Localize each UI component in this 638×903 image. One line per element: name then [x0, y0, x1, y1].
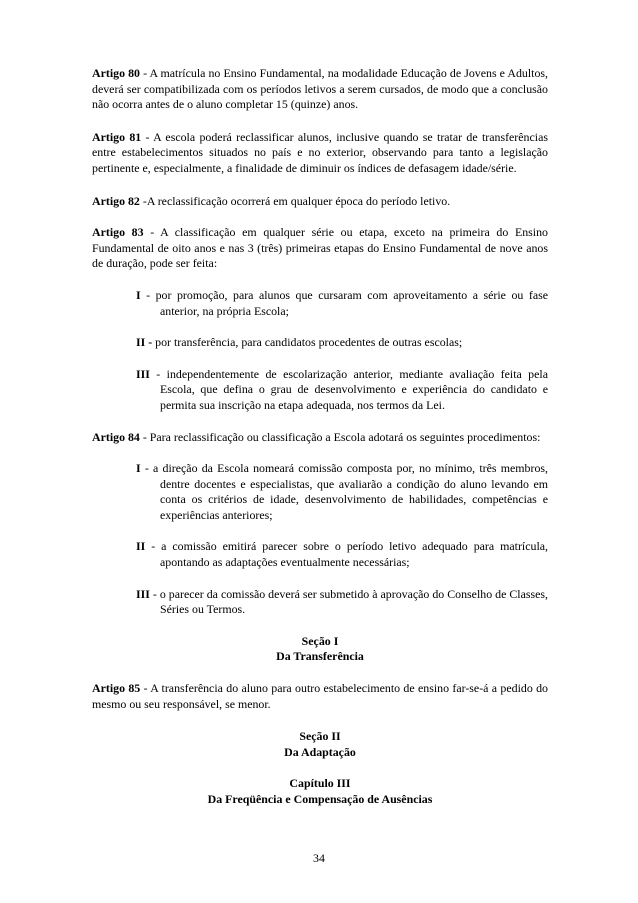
item-text: - por promoção, para alunos que cursaram com aproveitamento a série ou fase anterior, na própria Escola; [140, 287, 548, 318]
article-84-item-3 [136, 587, 548, 618]
item-text: - o parecer da comissão deverá ser submetido à aprovação do Conselho de Classes, Séries ou Termos. [149, 586, 548, 617]
article-84-label: Artigo 84 [92, 429, 140, 444]
article-83-item-3 [136, 367, 548, 414]
page-number: 34 [313, 851, 325, 865]
item-number: III [136, 586, 150, 601]
article-81 [92, 130, 548, 177]
article-84-item-2 [136, 539, 548, 570]
item-number: II - [136, 335, 153, 350]
chapter-heading [92, 776, 548, 807]
item-number: II [136, 539, 146, 554]
item-number: III [136, 366, 150, 381]
article-83-item-2 [136, 335, 548, 351]
article-85 [92, 681, 548, 712]
article-84-text: - Para reclassificação ou classificação a Escola adotará os seguintes procedimentos: [139, 429, 541, 444]
chapter-subtitle: Da Freqüência e Compensação de Ausências [207, 792, 433, 806]
item-number: I [136, 461, 141, 476]
section-title: Seção I [301, 633, 339, 648]
item-text: - a direção da Escola nomeará comissão composta por, no mínimo, três membros, dentre docentes e especialistas, que avaliarão a condição do aluno levando em conta os critérios de idade, desenvolvimento de habilidades, competências e experiências anteriores; [140, 461, 548, 522]
item-text: - independentemente de escolarização anterior, mediante avaliação feita pela Escola, que defina o grau de desenvolvimento e experiência do candidato e permita sua inscrição na etapa adequada, nos termos da Lei. [149, 366, 548, 412]
article-82-label: Artigo 82 [92, 193, 140, 208]
item-text: - a comissão emitirá parecer sobre o período letivo adequado para matrícula, apontando as adaptações eventualmente necessárias; [145, 539, 548, 570]
article-83-text: - A classificação em qualquer série ou etapa, exceto na primeira do Ensino Fundamental de oito anos e nas 3 (três) primeiras etapas do Ensino Fundamental de nove anos de duração, pode ser feita: [92, 225, 548, 271]
article-81-label: Artigo 81 [92, 129, 142, 144]
article-82 [92, 194, 548, 210]
section-heading-transferencia [92, 634, 548, 665]
article-84 [92, 430, 548, 446]
article-80-text: - A matrícula no Ensino Fundamental, na modalidade Educação de Jovens e Adultos, deverá ser compatibilizada com os períodos letivos a serem cursados, de modo que a conclusão não ocorra antes de o aluno completar 15 (quinze) anos. [92, 66, 548, 112]
document-body [92, 66, 548, 808]
item-number: I [136, 287, 141, 302]
article-80 [92, 66, 548, 113]
article-81-text: - A escola poderá reclassificar alunos, inclusive quando se tratar de transferências entre estabelecimentos situados no país e no exterior, observando para tanto a legislação pertinente e, especialmente, a finalidade de diminuir os índices de defasagem idade/série. [92, 129, 548, 175]
article-85-label: Artigo 85 [92, 681, 141, 696]
section-heading-adaptacao [92, 729, 548, 760]
article-83-item-1 [136, 288, 548, 319]
article-85-text: - A transferência do aluno para outro estabelecimento de ensino far-se-á a pedido do mesmo ou seu responsável, se menor. [92, 681, 549, 711]
article-82-text: -A reclassificação ocorrerá em qualquer época do período letivo. [139, 193, 451, 208]
item-text: por transferência, para candidatos procedentes de outras escolas; [152, 335, 463, 350]
article-83-label: Artigo 83 [92, 225, 144, 240]
section-title: Seção II [299, 729, 341, 744]
section-subtitle: Da Transferência [276, 649, 364, 664]
article-83 [92, 225, 548, 272]
article-84-item-1 [136, 461, 548, 523]
chapter-title: Capítulo III [289, 776, 351, 791]
section-subtitle: Da Adaptação [284, 744, 356, 759]
article-80-label: Artigo 80 [92, 66, 140, 80]
